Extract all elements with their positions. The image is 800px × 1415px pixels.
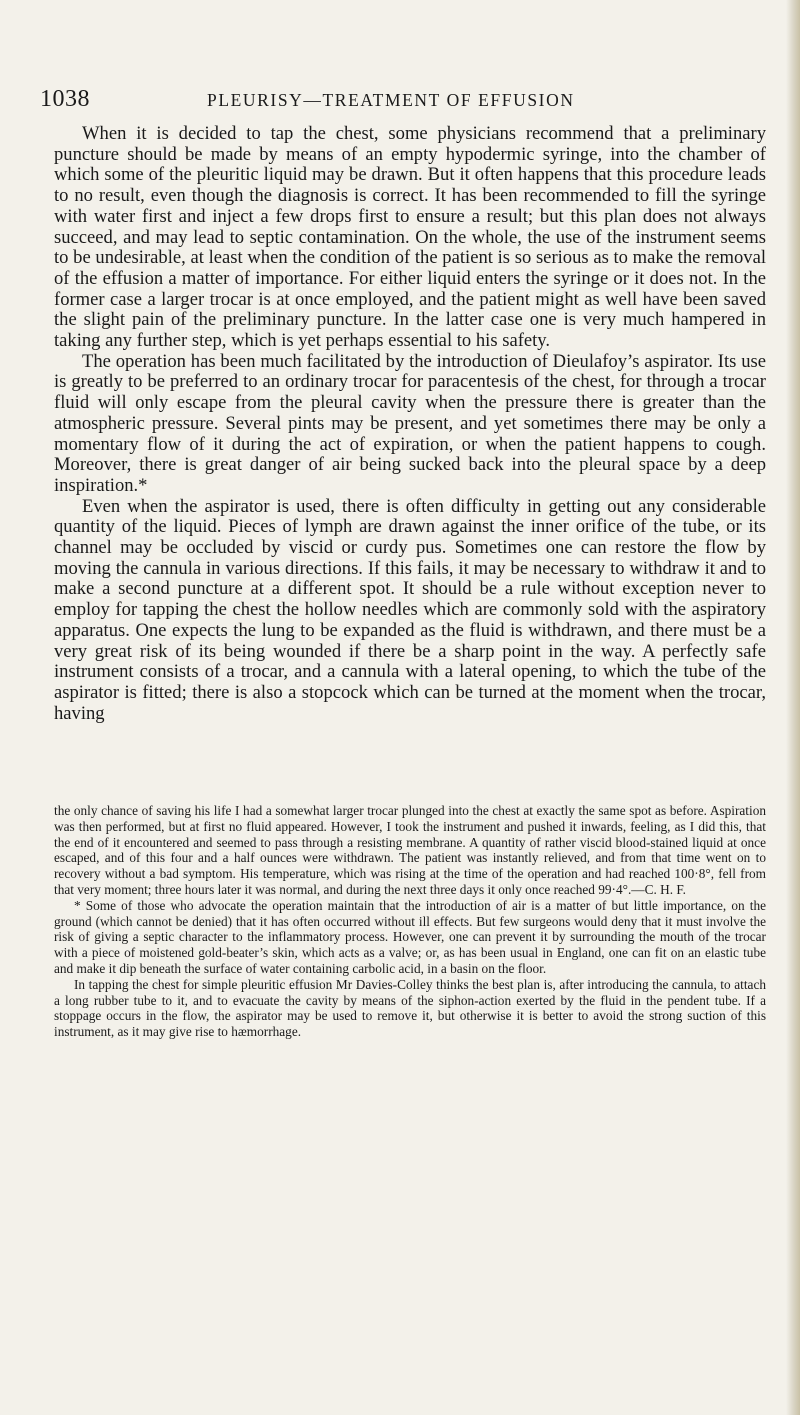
paragraph: The operation has been much facilitated by the introduction of Dieulafoy’s aspirator. Its use is greatly to be preferred to an ordinary trocar for paracentesis of the chest, for through a trocar fluid will only escape from the pleural cavity when the pressure there is greater than the atmospheric pressure. Several pints may be present, and yet sometimes there may be only a momentary flow of it during the act of expiration, or when the patient happens to cough. Moreover, there is great danger of air being sucked back into the pleural space by a deep inspiration.*: [54, 350, 766, 496]
footnote-tapping: In tapping the chest for simple pleuritic effusion Mr Davies-Colley thinks the best plan is, after introducing the cannula, to attach a long rubber tube to it, and to evacuate the cavity by means of the siphon-action exerted by the fluid in the pendent tube. If a stoppage occurs in the flow, the aspirator may be used to remove it, but otherwise it is better to avoid the strong suction of this instrument, as it may give rise to hæmorrhage.: [54, 976, 766, 1040]
footnotes: [54, 803, 766, 1040]
page-header: [40, 84, 770, 114]
footnote-continuation: the only chance of saving his life I had a somewhat larger trocar plunged into the chest at exactly the same spot as before. Aspiration was then performed, but at first no fluid appeared. However, I took the instrument and pushed it inwards, feeling, as I did this, that the end of it encountered and seemed to pass through a resisting membrane. A quantity of rather viscid blood-stained liquid at once escaped, and of this four and a half ounces were withdrawn. The patient was instantly relieved, and from that time went on to recovery without a bad symptom. His temperature, which was rising at the time of the operation and had reached 100·8°, fell from that very moment; three hours later it was normal, and during the next three days it only once reached 99·4°.—C. H. F.: [54, 803, 766, 897]
main-text: [54, 124, 766, 724]
paragraph: Even when the aspirator is used, there is often difficulty in getting out any considerable quantity of the liquid. Pieces of lymph are drawn against the inner orifice of the tube, or its channel may be occluded by viscid or curdy pus. Sometimes one can restore the flow by moving the cannula in various directions. If this fails, it may be necessary to withdraw it and to make a second puncture at a different spot. It should be a rule without exception never to employ for tapping the chest the hollow needles which are commonly sold with the aspiratory apparatus. One expects the lung to be expanded as the fluid is withdrawn, and there must be a very great risk of its being wounded if there be a sharp point in the way. A perfectly safe instrument consists of a trocar, and a cannula with a lateral opening, to which the tube of the aspirator is fitted; there is also a stopcock which can be turned at the moment when the trocar, having: [54, 495, 766, 724]
running-title: PLEURISY—TREATMENT OF EFFUSION: [207, 90, 575, 110]
page-edge-shadow: [786, 0, 800, 1415]
page-number: 1038: [40, 86, 90, 112]
footnote-star: * Some of those who advocate the operation maintain that the introduction of air is a matter of but little importance, on the ground (which cannot be denied) that it has often occurred without ill effects. But few surgeons would deny that it must involve the risk of giving a septic character to the inflammatory process. However, one can prevent it by surrounding the mouth of the trocar with a piece of moistened gold-beater’s skin, which acts as a valve; or, as has been usual in England, one can fit on an elastic tube and make it dip beneath the surface of water containing carbolic acid, in a basin on the floor.: [54, 897, 766, 976]
paragraph: When it is decided to tap the chest, some physicians recommend that a preliminary puncture should be made by means of an empty hypodermic syringe, into the chamber of which some of the pleuritic liquid may be drawn. But it often happens that this procedure leads to no result, even though the diagnosis is correct. It has been recommended to fill the syringe with water first and inject a few drops first to ensure a result; but this plan does not always succeed, and may lead to septic contamination. On the whole, the use of the instrument seems to be undesirable, at least when the condition of the patient is so serious as to make the removal of the effusion a matter of importance. For either liquid enters the syringe or it does not. In the former case a larger trocar is at once employed, and the patient might as well have been saved the slight pain of the preliminary puncture. In the latter case one is very much hampered in taking any further step, which is yet perhaps essential to his safety.: [54, 123, 766, 352]
